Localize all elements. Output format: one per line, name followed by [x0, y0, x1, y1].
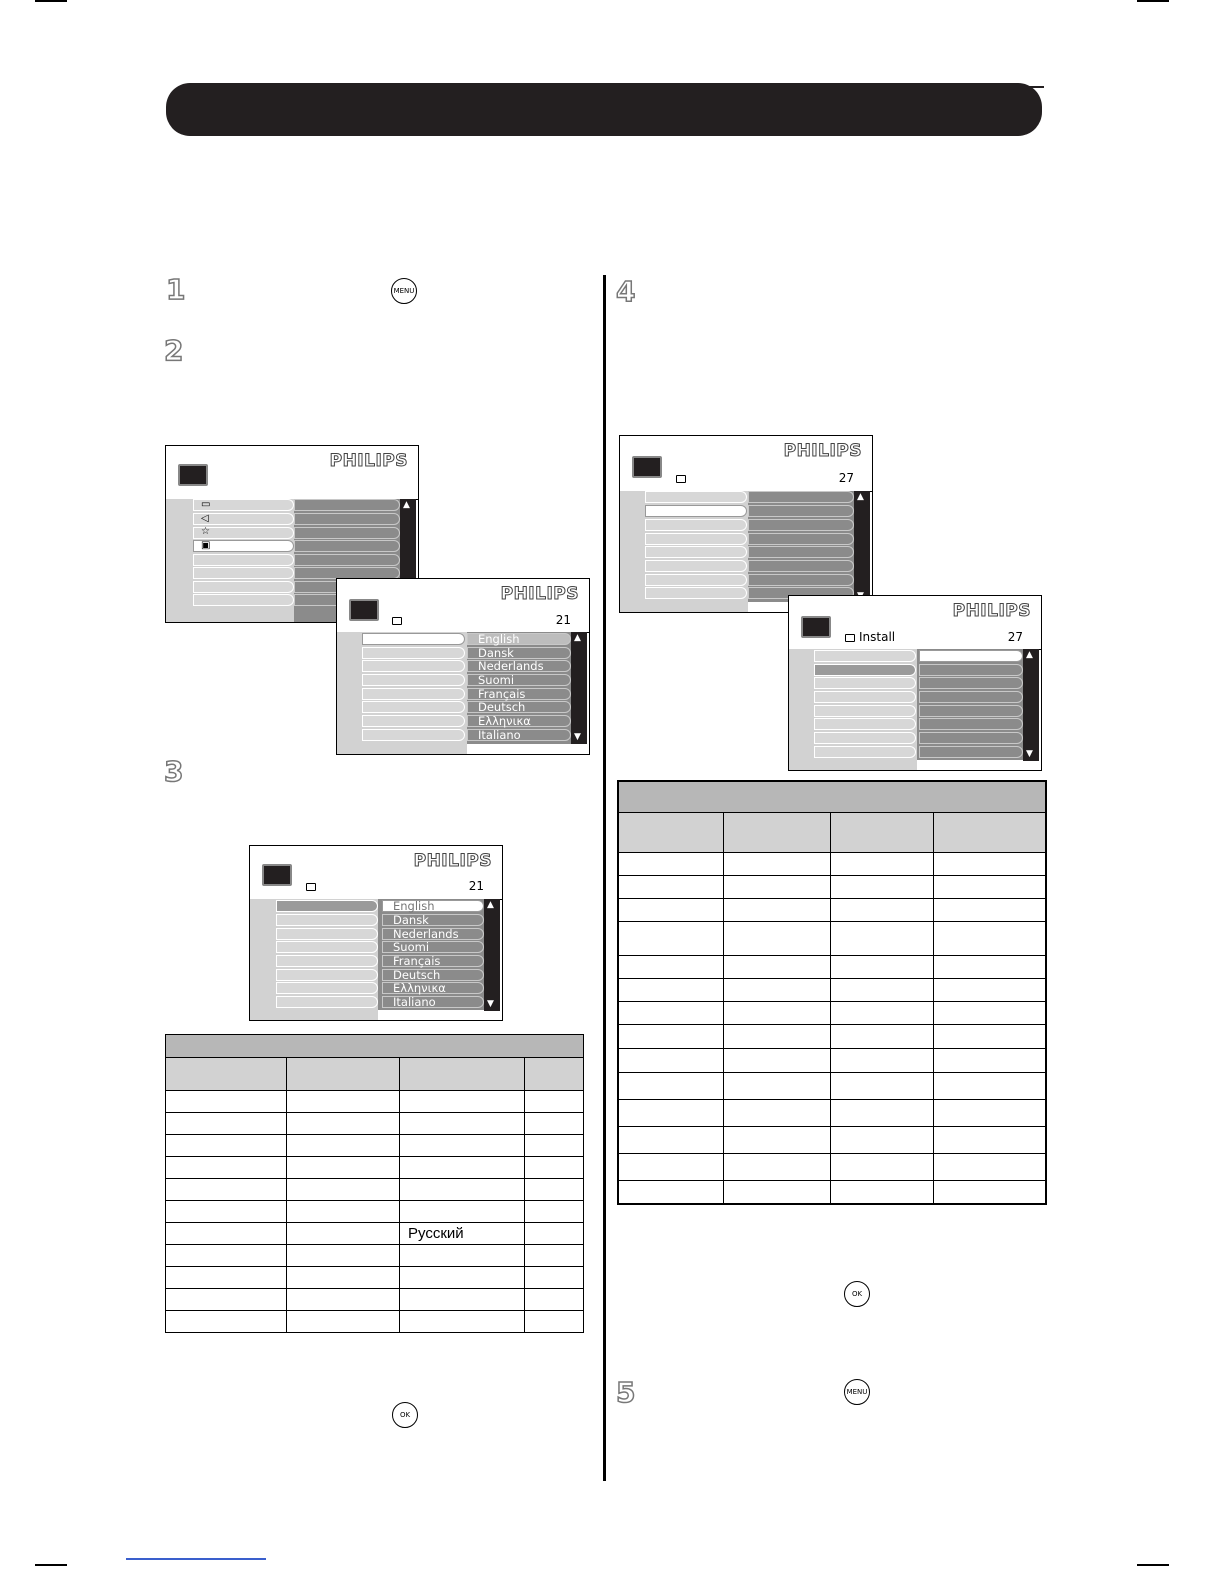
- menu-item[interactable]: [193, 554, 294, 566]
- ok-button-icon: [844, 1281, 870, 1307]
- screen-header: [789, 596, 1041, 650]
- table-caption: [166, 1035, 584, 1058]
- table-row: [618, 1153, 1046, 1180]
- table-cell: [287, 1267, 400, 1289]
- table-cell: [166, 1091, 287, 1113]
- language-option-italiano[interactable]: Italiano: [382, 996, 484, 1008]
- country-option[interactable]: [919, 650, 1023, 662]
- submenu-row[interactable]: [748, 533, 854, 545]
- column-divider: [603, 275, 606, 1481]
- table-cell: [400, 1311, 525, 1333]
- table-cell: [525, 1201, 584, 1223]
- menu-item[interactable]: [276, 900, 378, 912]
- menu-item[interactable]: [362, 674, 465, 686]
- scroll-up-icon: ▲: [857, 492, 864, 502]
- crop-mark: [35, 0, 67, 2]
- table-row: [166, 1245, 584, 1267]
- menu-item[interactable]: [276, 928, 378, 940]
- table-row: [166, 1135, 584, 1157]
- table-cell: [166, 1157, 287, 1179]
- scroll-up-icon: ▲: [574, 633, 581, 643]
- language-option-english[interactable]: English: [382, 900, 484, 912]
- features-icon: ☆: [201, 526, 210, 537]
- screen-header: [166, 446, 418, 500]
- tv-screen-language-select: [249, 845, 503, 1021]
- submenu-row[interactable]: [294, 540, 400, 552]
- country-option[interactable]: [919, 746, 1023, 758]
- submenu-row[interactable]: [294, 499, 400, 511]
- title-bar-tick: [1028, 86, 1044, 88]
- table-cell: [166, 1245, 287, 1267]
- submenu-row[interactable]: [748, 519, 854, 531]
- channel-number: 27: [1007, 630, 1023, 644]
- table-header-cell: [618, 812, 724, 852]
- table-cell: [525, 1113, 584, 1135]
- step-number-2: 2: [164, 334, 184, 367]
- step-number-3: 3: [164, 755, 184, 788]
- submenu-row[interactable]: [748, 491, 854, 503]
- menu-item[interactable]: [814, 746, 916, 758]
- step-number-4: 4: [616, 275, 636, 308]
- scrollbar[interactable]: [484, 899, 500, 1011]
- submenu-row[interactable]: [294, 527, 400, 539]
- menu-item[interactable]: [193, 567, 294, 579]
- table-caption-row: [618, 781, 1046, 812]
- tv-icon: [801, 616, 831, 638]
- table-cell: [287, 1223, 400, 1245]
- table-cell: [400, 1179, 525, 1201]
- table-header-cell: [525, 1058, 584, 1091]
- menu-item[interactable]: [362, 715, 465, 727]
- submenu-row[interactable]: [294, 513, 400, 525]
- table-cell: [166, 1201, 287, 1223]
- table-row: [166, 1201, 584, 1223]
- menu-item[interactable]: [193, 581, 294, 593]
- country-table: [617, 780, 1047, 1205]
- table-cell: [287, 1289, 400, 1311]
- menu-item[interactable]: [814, 691, 916, 703]
- submenu-row[interactable]: [748, 574, 854, 586]
- table-row: [618, 921, 1046, 955]
- table-header-row: [618, 812, 1046, 852]
- table-cell: [525, 1135, 584, 1157]
- language-option-francais[interactable]: Français: [467, 688, 571, 700]
- language-option-dansk[interactable]: Dansk: [382, 914, 484, 926]
- country-option[interactable]: [919, 677, 1023, 689]
- table-cell: [166, 1289, 287, 1311]
- table-cell: [525, 1311, 584, 1333]
- menu-item[interactable]: [276, 982, 378, 994]
- language-option-italiano[interactable]: Italiano: [467, 729, 571, 741]
- menu-button-icon: [391, 278, 417, 304]
- install-icon: [676, 475, 686, 483]
- menu-item[interactable]: [362, 660, 465, 672]
- menu-button-icon: [844, 1379, 870, 1405]
- table-cell: [400, 1201, 525, 1223]
- table-caption-row: [166, 1035, 584, 1058]
- table-cell: [166, 1311, 287, 1333]
- install-icon: [845, 634, 855, 642]
- scrollbar[interactable]: [1023, 649, 1039, 761]
- crop-mark: [1137, 0, 1169, 2]
- table-header-cell: [724, 812, 831, 852]
- menu-button-label: MENU: [846, 1388, 868, 1396]
- country-option[interactable]: [919, 732, 1023, 744]
- table-cell: Русский: [400, 1223, 525, 1245]
- table-cell: [287, 1201, 400, 1223]
- table-row: [618, 1001, 1046, 1024]
- language-option-suomi[interactable]: Suomi: [382, 941, 484, 953]
- table-row: [618, 1072, 1046, 1099]
- table-cell: [400, 1113, 525, 1135]
- submenu-title: Install: [859, 630, 896, 644]
- picture-icon: ▭: [201, 499, 211, 510]
- table-cell: [166, 1267, 287, 1289]
- table-cell: [166, 1223, 287, 1245]
- sound-icon: ◁: [201, 513, 209, 524]
- table-header-cell: [287, 1058, 400, 1091]
- install-icon: ▣: [201, 540, 211, 551]
- menu-item[interactable]: [814, 705, 916, 717]
- table-cell: [287, 1311, 400, 1333]
- menu-item[interactable]: [814, 732, 916, 744]
- install-icon: [392, 617, 402, 625]
- scroll-up-icon: ▲: [1026, 650, 1033, 660]
- ok-button-label: OK: [851, 1290, 863, 1298]
- language-option-nederlands[interactable]: Nederlands: [467, 660, 571, 672]
- channel-number: 21: [555, 613, 571, 627]
- table-header-row: [166, 1058, 584, 1091]
- table-row: [618, 978, 1046, 1001]
- philips-logo: PHILIPS: [952, 601, 1031, 621]
- table-row: [166, 1179, 584, 1201]
- scroll-down-icon: ▼: [574, 732, 581, 742]
- table-row: [166, 1267, 584, 1289]
- submenu-row[interactable]: [294, 554, 400, 566]
- menu-item[interactable]: [362, 647, 465, 659]
- menu-item[interactable]: [645, 587, 747, 599]
- tv-icon: [178, 464, 208, 486]
- screen-header: [620, 436, 872, 492]
- table-cell: [400, 1091, 525, 1113]
- tv-screen-install-menu: [619, 435, 873, 613]
- table-header-cell: [831, 812, 934, 852]
- philips-logo: PHILIPS: [413, 851, 492, 871]
- language-option-nederlands[interactable]: Nederlands: [382, 928, 484, 940]
- menu-item[interactable]: [193, 594, 294, 606]
- table-cell: [525, 1245, 584, 1267]
- menu-item[interactable]: [645, 519, 747, 531]
- scroll-up-icon: ▲: [487, 900, 494, 910]
- language-option-dansk[interactable]: Dansk: [467, 647, 571, 659]
- table-row: [166, 1311, 584, 1333]
- language-option-francais[interactable]: Français: [382, 955, 484, 967]
- install-icon: [306, 883, 316, 891]
- menu-item[interactable]: [814, 650, 916, 662]
- table-cell: [400, 1267, 525, 1289]
- table-row: [166, 1091, 584, 1113]
- crop-mark: [35, 1564, 67, 1566]
- menu-item[interactable]: [362, 688, 465, 700]
- table-cell: [400, 1289, 525, 1311]
- table-row: [618, 875, 1046, 898]
- menu-item[interactable]: [645, 505, 747, 517]
- crop-mark: [1137, 1564, 1169, 1566]
- table-caption: [618, 781, 1046, 812]
- language-table: [165, 1034, 584, 1333]
- country-option[interactable]: [919, 705, 1023, 717]
- language-option-deutsch[interactable]: Deutsch: [467, 701, 571, 713]
- menu-item[interactable]: [645, 574, 747, 586]
- language-option-greek[interactable]: Ελληνικα: [382, 982, 484, 994]
- scroll-down-icon: ▼: [1026, 749, 1033, 759]
- philips-logo: PHILIPS: [329, 451, 408, 471]
- table-cell: [400, 1135, 525, 1157]
- table-cell: [525, 1223, 584, 1245]
- table-cell: [287, 1157, 400, 1179]
- tv-screen-language-menu: [336, 578, 590, 755]
- ok-button-icon: [392, 1402, 418, 1428]
- table-cell: [525, 1267, 584, 1289]
- ok-button-label: OK: [399, 1411, 411, 1419]
- language-option-deutsch[interactable]: Deutsch: [382, 969, 484, 981]
- table-header-cell: [400, 1058, 525, 1091]
- table-header-cell: [934, 812, 1047, 852]
- table-row: [618, 1099, 1046, 1126]
- menu-item[interactable]: [362, 633, 465, 645]
- screen-header: [250, 846, 502, 900]
- tv-icon: [349, 599, 379, 621]
- tv-icon: [632, 456, 662, 478]
- table-cell: [287, 1113, 400, 1135]
- table-row: [618, 955, 1046, 978]
- scrollbar[interactable]: [854, 491, 870, 603]
- scrollbar[interactable]: [571, 632, 587, 744]
- table-row: [618, 852, 1046, 875]
- country-option[interactable]: [919, 718, 1023, 730]
- submenu-row[interactable]: [748, 546, 854, 558]
- menu-item[interactable]: [362, 701, 465, 713]
- screen-header: [337, 579, 589, 633]
- scroll-down-icon: ▼: [487, 999, 494, 1009]
- philips-logo: PHILIPS: [500, 584, 579, 604]
- table-cell: [166, 1113, 287, 1135]
- step-number-5: 5: [616, 1376, 636, 1409]
- table-row: [166, 1113, 584, 1135]
- language-option-english[interactable]: English: [467, 633, 571, 645]
- section-title-bar: [166, 83, 1042, 136]
- table-cell: [525, 1157, 584, 1179]
- table-row: [166, 1223, 584, 1245]
- submenu-row[interactable]: [748, 505, 854, 517]
- table-cell: [525, 1179, 584, 1201]
- table-row: [618, 1024, 1046, 1048]
- tv-icon: [262, 864, 292, 886]
- menu-item[interactable]: [814, 677, 916, 689]
- menu-item[interactable]: [276, 914, 378, 926]
- table-cell: [166, 1135, 287, 1157]
- table-cell: [400, 1245, 525, 1267]
- menu-item[interactable]: [276, 955, 378, 967]
- table-header-cell: [166, 1058, 287, 1091]
- menu-item[interactable]: [814, 664, 916, 676]
- table-row: [166, 1289, 584, 1311]
- country-option[interactable]: [919, 664, 1023, 676]
- language-option-suomi[interactable]: Suomi: [467, 674, 571, 686]
- channel-number: 27: [838, 471, 854, 485]
- menu-item[interactable]: [276, 996, 378, 1008]
- philips-logo: PHILIPS: [783, 441, 862, 461]
- table-row: [166, 1157, 584, 1179]
- table-cell: [287, 1245, 400, 1267]
- submenu-row[interactable]: [748, 560, 854, 572]
- table-cell: [525, 1289, 584, 1311]
- country-option[interactable]: [919, 691, 1023, 703]
- table-cell: [287, 1091, 400, 1113]
- step-number-1: 1: [166, 273, 186, 306]
- scroll-up-icon: ▲: [403, 500, 410, 510]
- menu-item[interactable]: [276, 941, 378, 953]
- table-cell: [400, 1157, 525, 1179]
- table-cell: [287, 1135, 400, 1157]
- menu-item[interactable]: [362, 729, 465, 741]
- channel-number: 21: [468, 879, 484, 893]
- tv-screen-install-country: [788, 595, 1042, 771]
- menu-button-label: MENU: [393, 287, 415, 295]
- table-row: [618, 898, 1046, 921]
- table-row: [618, 1180, 1046, 1204]
- table-cell: [525, 1091, 584, 1113]
- menu-item[interactable]: [645, 533, 747, 545]
- table-cell: [287, 1179, 400, 1201]
- crop-mark: [126, 1558, 266, 1560]
- menu-item[interactable]: [276, 969, 378, 981]
- table-row: [618, 1048, 1046, 1072]
- language-option-greek[interactable]: Ελληνικα: [467, 715, 571, 727]
- table-cell: [166, 1179, 287, 1201]
- table-row: [618, 1126, 1046, 1153]
- menu-item[interactable]: [645, 491, 747, 503]
- menu-item[interactable]: [814, 718, 916, 730]
- menu-item[interactable]: [645, 546, 747, 558]
- menu-item[interactable]: [645, 560, 747, 572]
